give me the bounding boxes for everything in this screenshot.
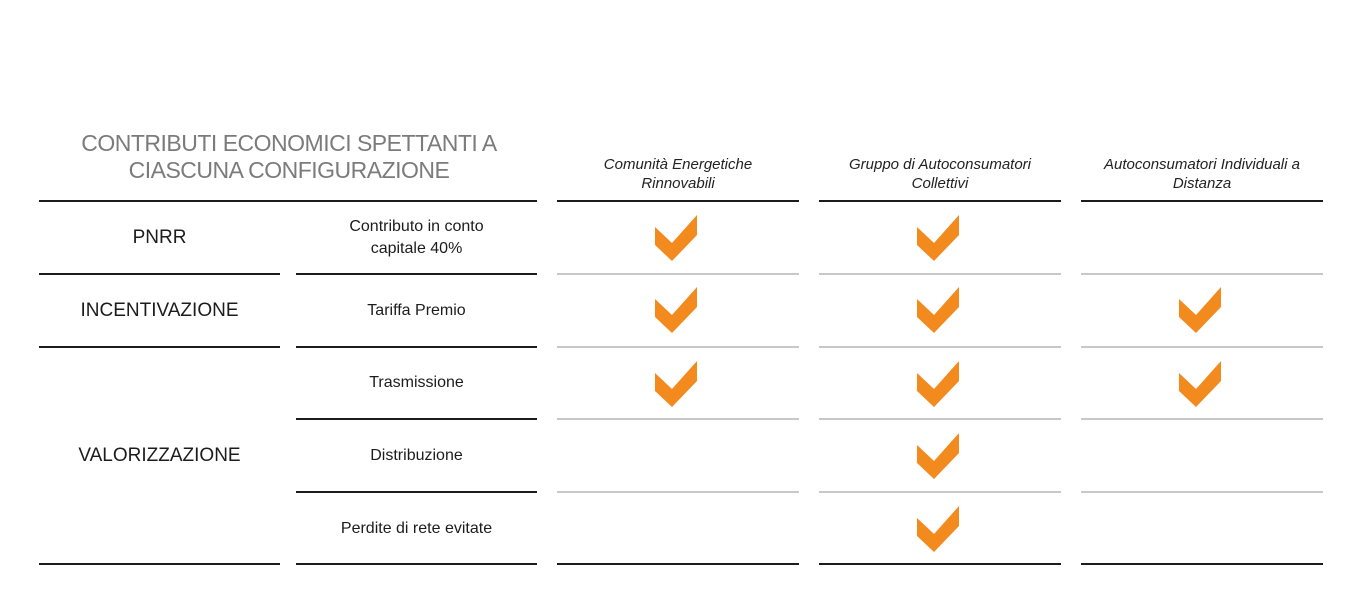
category-pnrr: PNRR xyxy=(132,227,187,248)
category-valorizzazione: VALORIZZAZIONE xyxy=(78,444,241,466)
table-title-line-1: CONTRIBUTI ECONOMICI SPETTANTI A xyxy=(81,130,497,156)
row-divider-sub-4 xyxy=(296,491,537,493)
row-divider-sub-1 xyxy=(296,273,537,275)
check-icon xyxy=(917,285,963,335)
row-divider-cat-1 xyxy=(39,273,280,275)
header-divider-col-1 xyxy=(557,200,799,202)
header-divider-col-2 xyxy=(819,200,1061,202)
grid-divider-bottom-col-3 xyxy=(1081,563,1323,565)
check-icon xyxy=(655,285,701,335)
row-label-trasmissione: Trasmissione xyxy=(369,374,464,391)
check-icon xyxy=(655,213,701,263)
row-divider-cat-2 xyxy=(39,346,280,348)
row-label-contributo xyxy=(296,202,537,274)
check-icon xyxy=(1179,285,1225,335)
grid-divider-3-col-2 xyxy=(819,418,1061,420)
check-icon xyxy=(917,359,963,409)
row-label-distribuzione: Distribuzione xyxy=(370,447,463,464)
row-label-perdite: Perdite di rete evitate xyxy=(340,519,493,537)
column-header-cer-line-2: Rinnovabili xyxy=(641,175,715,192)
row-label-contributo-line-2: capitale 40% xyxy=(370,240,463,257)
grid-divider-2-col-3 xyxy=(1081,346,1323,348)
column-header-aid xyxy=(1081,155,1323,193)
check-icon xyxy=(917,213,963,263)
column-header-cer-line-1: Comunità Energetiche xyxy=(603,156,753,173)
grid-divider-2-col-1 xyxy=(557,346,799,348)
check-icon xyxy=(917,431,963,481)
row-divider-sub-bottom xyxy=(296,563,537,565)
column-header-gac-line-2: Collettivi xyxy=(911,175,969,192)
check-icon xyxy=(917,504,963,554)
row-label-contributo-line-1: Contributo in conto xyxy=(349,218,484,235)
grid-divider-4-col-2 xyxy=(819,491,1061,493)
grid-divider-3-col-1 xyxy=(557,418,799,420)
column-header-cer xyxy=(557,155,799,193)
grid-divider-4-col-1 xyxy=(557,491,799,493)
grid-divider-2-col-2 xyxy=(819,346,1061,348)
table-title-line-2: CIASCUNA CONFIGURAZIONE xyxy=(128,157,450,183)
column-header-gac xyxy=(819,155,1061,193)
grid-divider-1-col-3 xyxy=(1081,273,1323,275)
row-divider-sub-2 xyxy=(296,346,537,348)
check-icon xyxy=(1179,359,1225,409)
row-divider-cat-bottom xyxy=(39,563,280,565)
column-header-aid-line-1: Autoconsumatori Individuali a xyxy=(1104,156,1300,173)
row-label-tariffa: Tariffa Premio xyxy=(367,302,466,319)
header-divider-col-3 xyxy=(1081,200,1323,202)
table-title xyxy=(40,130,538,184)
column-header-gac-line-1: Gruppo di Autoconsumatori xyxy=(848,156,1032,173)
grid-divider-3-col-3 xyxy=(1081,418,1323,420)
grid-divider-1-col-2 xyxy=(819,273,1061,275)
row-divider-sub-3 xyxy=(296,418,537,420)
check-icon xyxy=(655,359,701,409)
column-header-aid-line-2: Distanza xyxy=(1172,175,1232,192)
grid-divider-bottom-col-2 xyxy=(819,563,1061,565)
grid-divider-1-col-1 xyxy=(557,273,799,275)
grid-divider-4-col-3 xyxy=(1081,491,1323,493)
category-incentivazione: INCENTIVAZIONE xyxy=(80,300,239,321)
grid-divider-bottom-col-1 xyxy=(557,563,799,565)
